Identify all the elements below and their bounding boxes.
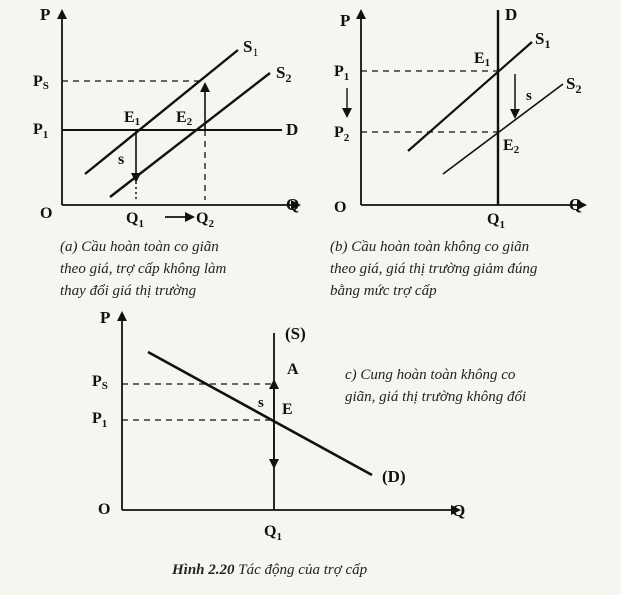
panel-b-supply-s1 — [408, 42, 532, 151]
panel-a-ps-label: PS — [33, 73, 49, 92]
panel-a-p-label: P — [40, 5, 51, 24]
panel-c-s-curve-label: (S) — [285, 324, 306, 343]
caption-b-line-1: (b) Cầu hoàn toàn không co giãn — [330, 239, 530, 255]
panel-a-d-label: D — [286, 120, 299, 139]
figure-number: Hình 2.20 — [172, 562, 235, 578]
panel-c — [92, 308, 465, 543]
panel-c-a-label: A — [287, 361, 299, 378]
panel-c-e-label: E — [282, 401, 293, 418]
figure-title-text: Tác động của trợ cấp — [238, 562, 368, 578]
panel-b-s2-label: $S_2$ — [566, 74, 582, 96]
panel-b-p1-label: $P_1$ — [334, 63, 350, 83]
caption-a-line-3: thay đổi giá thị trường — [60, 283, 197, 299]
figure-title — [172, 562, 367, 579]
caption-c-line-2: giãn, giá thị trường không đổi — [345, 389, 527, 405]
panel-b-e1-label: E1 — [474, 50, 491, 69]
panel-c-p-label: P — [100, 308, 111, 327]
caption-a-line-2: theo giá, trợ cấp không làm — [60, 261, 227, 277]
panel-c-ps-label: PS — [92, 373, 108, 392]
panel-c-d-curve-label: (D) — [382, 467, 406, 486]
caption-c-line-1: c) Cung hoàn toàn không co — [345, 367, 516, 383]
panel-b-p-label: P — [340, 11, 351, 30]
panel-a-e1-label: E1 — [124, 109, 141, 128]
caption-a — [60, 236, 300, 302]
caption-c — [345, 364, 595, 408]
panel-c-p1-label: $P_1$ — [92, 410, 108, 430]
panel-b-q1-label: $Q_1$ — [487, 211, 505, 231]
panel-a-q1-label: $Q_1$ — [126, 210, 144, 230]
panel-a — [33, 5, 299, 230]
panel-b-p2-label: $P_2$ — [334, 124, 350, 144]
panel-b-s-label: s — [526, 88, 532, 104]
panel-a-s-label: s — [118, 151, 125, 168]
panel-b-supply-s2 — [443, 84, 563, 174]
panel-b — [334, 5, 582, 231]
caption-b — [330, 236, 615, 302]
panel-a-supply-s1 — [85, 50, 238, 174]
panel-a-q-label: Q — [286, 195, 300, 214]
panel-b-s1-label: $S_1$ — [535, 29, 551, 51]
panel-c-q1-label: $Q_1$ — [264, 523, 282, 543]
panel-b-q-label: Q — [569, 195, 583, 214]
caption-a-line-1: (a) Cầu hoàn toàn co giãn — [60, 239, 219, 255]
panel-b-origin: O — [334, 199, 347, 216]
caption-b-line-3: bằng mức trợ cấp — [330, 283, 437, 299]
panel-a-s2-label: $S_2$ — [276, 63, 292, 85]
panel-a-s1-label: $S_1$ — [243, 37, 259, 59]
panel-a-q2-label: $Q_2$ — [196, 210, 214, 230]
panel-a-origin: O — [40, 205, 53, 222]
caption-b-line-2: theo giá, giá thị trường giảm đúng — [330, 261, 538, 277]
panel-c-q-label: Q — [452, 501, 466, 520]
panel-b-e2-label: E2 — [503, 137, 520, 156]
panel-c-demand-line — [148, 352, 372, 475]
panel-a-p1-label: $P_1$ — [33, 121, 49, 141]
panel-c-s-label: s — [258, 395, 264, 411]
panel-a-e2-label: E2 — [176, 109, 193, 128]
panel-c-origin: O — [98, 501, 111, 518]
panel-b-d-label: D — [505, 5, 518, 24]
